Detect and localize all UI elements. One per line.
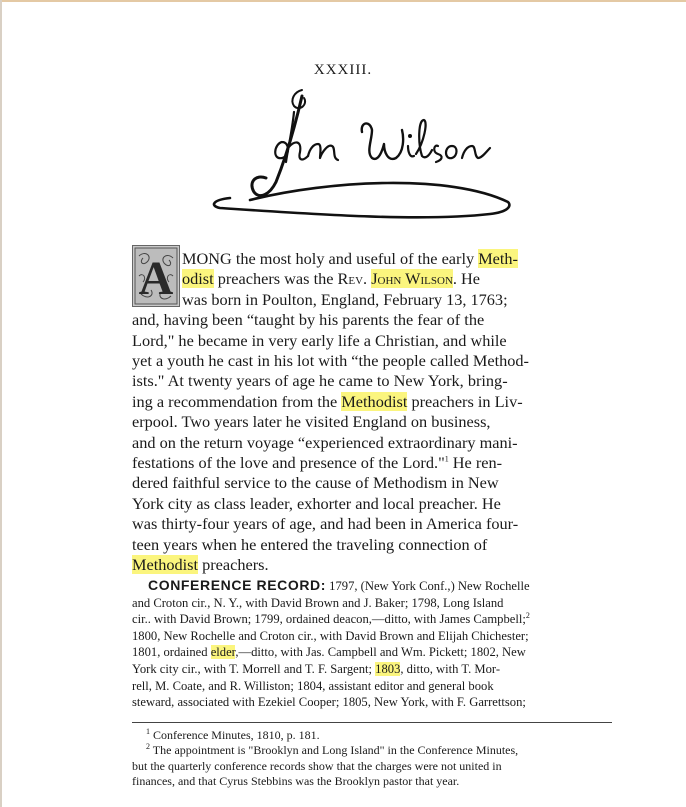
highlight: odist — [182, 269, 214, 289]
highlight: Meth- — [478, 249, 518, 268]
conference-record — [132, 577, 612, 711]
record-title: CONFERENCE RECORD: — [148, 577, 327, 593]
chapter-number: XXXIII. — [313, 62, 373, 78]
text-line: Methodist preachers. — [132, 555, 269, 575]
text-line: MONG the most holy and useful of the early Meth- — [182, 249, 518, 268]
text-line: was born in Poulton, England, February 13, 1763; — [182, 289, 508, 309]
record-line: steward, associated with Ezekiel Cooper; 1805, New York, with F. Garrettson; — [132, 695, 526, 710]
text-line: yet a youth he cast in his lot with “the people called Method- — [132, 351, 529, 371]
text-line: dered faithful service to the cause of Methodism in New — [132, 473, 499, 493]
highlight: 1803 — [375, 661, 401, 676]
record-line: and Croton cir., N. Y., with David Brown and J. Baker; 1798, Long Island — [132, 595, 504, 610]
text-line: teen years when he entered the traveling connection of — [132, 534, 488, 554]
text-line: festations of the love and presence of the Lord."$^1$ He ren- — [132, 453, 503, 473]
footnote-divider — [132, 722, 612, 723]
biography-paragraph — [132, 249, 606, 576]
highlight: Methodist — [341, 391, 408, 411]
footnote-2-cont: finances, and that Cyrus Stebbins was the Brooklyn pastor that year. — [132, 774, 460, 789]
text-line: and, having been “taught by his parents the fear of the — [132, 310, 485, 330]
record-line: cir.. with David Brown; 1799, ordained deacon,—ditto, with James Campbell;$^2$ — [132, 611, 530, 627]
record-line: rell, M. Coate, and R. Williston; 1804, assistant editor and general book — [132, 678, 494, 693]
footnotes — [132, 728, 612, 790]
footnote-2-cont: but the quarterly conference records show that the charges were not united in — [132, 758, 502, 773]
text-line: York city as class leader, exhorter and local preacher. He — [132, 493, 501, 513]
page-top-edge — [0, 0, 686, 2]
text-line: and on the return voyage “experienced extraordinary mani- — [132, 432, 518, 452]
text-line: ists." At twenty years of age he came to New York, bring- — [132, 371, 508, 391]
record-line: CONFERENCE RECORD: 1797, (New York Conf.,) New Rochelle — [148, 577, 530, 593]
record-line: 1800, New Rochelle and Croton cir., with David Brown and Elijah Chichester; — [132, 628, 529, 643]
record-line: 1801, ordained elder,—ditto, with Jas. Campbell and Wm. Pickett; 1802, New — [132, 645, 526, 660]
highlight: Methodist — [132, 555, 199, 575]
text-line: erpool. Two years later he visited England on business, — [132, 412, 491, 432]
svg-text:A: A — [138, 252, 174, 305]
page-left-edge — [0, 0, 2, 807]
highlight: elder — [210, 645, 236, 660]
text-line: ing a recommendation from the Methodist preachers in Liv- — [132, 391, 523, 411]
highlight-name: John Wilson — [371, 269, 453, 289]
footnote-2: $^2$ The appointment is "Brooklyn and Long Island" in the Conference Minutes, — [146, 742, 519, 758]
text-line: was thirty-four years of age, and had been in America four- — [132, 514, 519, 534]
text-line: Lord," he became in very early life a Christian, and while — [132, 330, 507, 350]
signature-image — [190, 82, 520, 242]
record-line: York city cir., with T. Morrell and T. F. Sargent; 1803, ditto, with T. Mor- — [132, 661, 501, 676]
footnote-1: $^1$ Conference Minutes, 1810, p. 181. — [146, 727, 320, 742]
text-line: odist preachers was the Rev. John Wilson. He — [182, 269, 481, 289]
